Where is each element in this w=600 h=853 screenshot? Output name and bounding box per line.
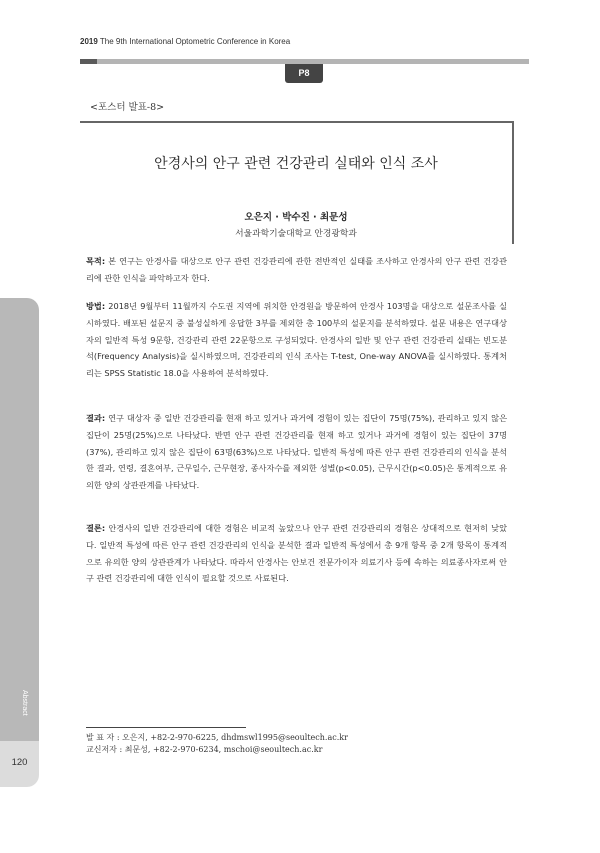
section-label: 방법: <box>86 301 106 311</box>
title-box <box>80 121 514 244</box>
section-text: 본 연구는 안경사를 대상으로 안구 관련 건강관리에 관한 전반적인 실태를 조사하고 안경사의 안구 관련 건강관리에 관한 인식을 파악하고자 한다. <box>86 256 507 283</box>
page-number: 120 <box>11 757 28 768</box>
section-label: 결과: <box>86 413 106 423</box>
poster-tag: P8 <box>285 64 323 83</box>
side-tab <box>0 298 39 741</box>
footnote-presenter: 발 표 자 : 오은지, +82-2-970-6225, dhdmswl1995@seoultech.ac.kr <box>86 733 348 742</box>
footnote-corresponding: 교신저자 : 최문성, +82-2-970-6234, mschoi@seoultech.ac.kr <box>86 745 323 754</box>
section-method <box>86 298 507 382</box>
section-text: 연구 대상자 중 일반 건강관리를 현재 하고 있거나 과거에 경험이 있는 집단이 75명(75%), 관리하고 있지 않은 집단이 25명(25%)으로 나타났다. 반면 안구 관련 건강관리를 현재 하고 있거나 과거에 경험이 있는 집단이 37명(37%), 관리하고 있지 않은 집단이 63명(63%)으로 나타났다. 일반적 특성에 따른 안구 관련 건강관리의 인식을 분석한 결과, 연령, 결혼여부, 근무일수, 근무현장, 종사자수를 제외한 성별(p<0.05), 근무시간(p<0.05)은 통계적으로 유의한 양의 상관관계를 나타났다. <box>86 413 507 491</box>
running-header <box>80 37 290 46</box>
section-results <box>86 410 507 494</box>
paper-affiliation: 서울과학기술대학교 안경광학과 <box>235 229 357 239</box>
header-bar-accent <box>80 59 97 64</box>
side-tab-label: Abstract <box>21 690 28 716</box>
section-label: 결론: <box>86 523 106 533</box>
paper-title: 안경사의 안구 관련 건강관리 실태와 인식 조사 <box>154 156 438 172</box>
section-conclusion <box>86 520 507 587</box>
section-label: 목적: <box>86 256 106 266</box>
section-text: 2018년 9월부터 11월까지 수도권 지역에 위치한 안경원을 방문하여 안경사 103명을 대상으로 설문조사를 실시하였다. 배포된 설문지 중 불성실하게 응답한 3부를 제외한 총 100부의 설문지를 분석하였다. 설문 내용은 연구대상자의 일반적 특성 9문항, 건강관리 관련 22문항으로 구성되었다. 안경사의 일반 및 안구 관련 건강관리 실태는 빈도분석(Frequency Analysis)을 실시하였으며, 건강관리의 인식 조사는 T-test, One-way ANOVA를 실시하였다. 통계처리는 SPSS Statistic 18.0을 사용하여 분석하였다. <box>86 301 507 379</box>
poster-label: <포스터 발표-8> <box>90 102 165 113</box>
header-year: 2019 <box>80 37 98 46</box>
paper-authors: 오은지 · 박수진 · 최문성 <box>244 212 348 223</box>
footnote-divider <box>86 727 246 728</box>
section-text: 안경사의 일반 건강관리에 대한 경험은 비교적 높았으나 안구 관련 건강관리의 경험은 상대적으로 현저히 낮았다. 일반적 특성에 따른 안구 관련 건강관리의 인식을 분석한 결과 일반적 특성에서 총 9개 항목 중 2개 항목이 통계적으로 유의한 양의 상관관계가 나타났다. 따라서 안경사는 안보건 전문가이자 의료기사 등에 속하는 의료종사자로써 안구 관련 건강관리에 대한 인식이 필요할 것으로 사료된다. <box>86 523 507 584</box>
section-purpose <box>86 253 507 287</box>
header-conference: The 9th International Optometric Conference in Korea <box>99 37 291 46</box>
